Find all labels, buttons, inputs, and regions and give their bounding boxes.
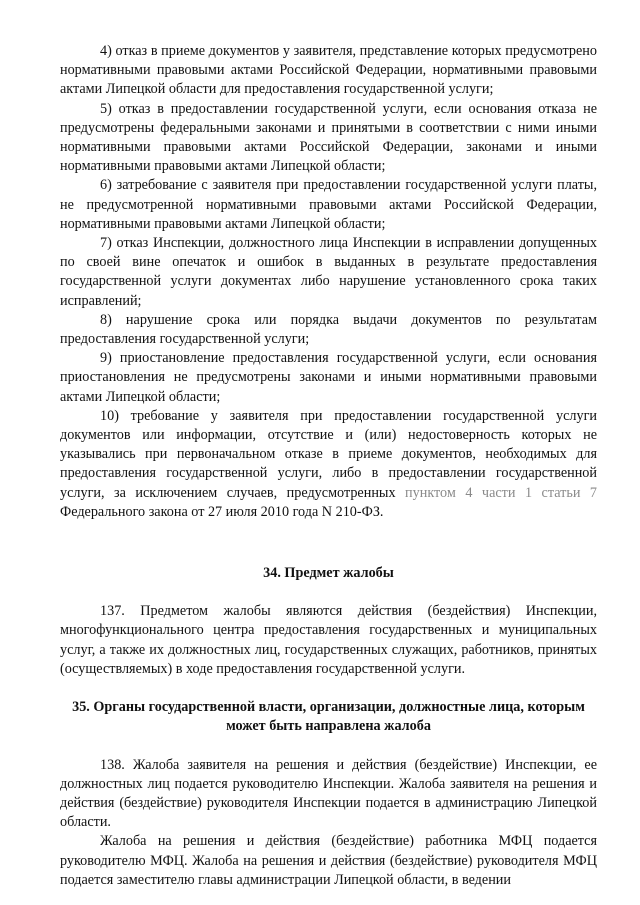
document-page bbox=[60, 42, 597, 890]
paragraph-137: 137. Предметом жалобы являются действия (бездействия) Инспекции, многофункционального центра предоставления государственных и муниципальных услуг, а также их должностных лиц, государственных служащих, работников, принятых (осуществляемых) в ходе предоставления государственной услуги. bbox=[60, 603, 597, 677]
list-item-8: 8) нарушение срока или порядка выдачи документов по результатам предоставления государственной услуги; bbox=[60, 311, 597, 348]
paragraph-138: 138. Жалоба заявителя на решения и действия (бездействие) Инспекции, ее должностных лиц подается руководителю Инспекции. Жалоба заявителя на решения и действия (бездействие) руководителя Инспекции подается в администрацию Липецкой области. bbox=[60, 756, 597, 831]
list-item-7: 7) отказ Инспекции, должностного лица Инспекции в исправлении допущенных по своей вине опечаток и ошибок в выданных в результате предоставления государственной услуги документах либо нарушение установленного срока таких исправлений; bbox=[60, 235, 597, 309]
list-item-5: 5) отказ в предоставлении государственной услуги, если основания отказа не предусмотрены федеральными законами и принятыми в соответствии с ними иными нормативными правовыми актами Российской Федерации, законами и иными нормативными правовыми актами Липецкой области; bbox=[60, 100, 597, 175]
list-item-10 bbox=[60, 407, 597, 522]
law-reference-link[interactable]: пунктом 4 части 1 статьи 7 bbox=[405, 484, 597, 501]
list-item-9: 9) приостановление предоставления государственной услуги, если основания приостановления не предусмотрены законами и иными нормативными правовыми актами Липецкой области; bbox=[60, 350, 597, 405]
section-34-heading: 34. Предмет жалобы bbox=[263, 565, 394, 582]
list-item-10-text: 10) требование у заявителя при предоставлении государственной услуги документов или информации, отсутствие и (или) недостоверность которых не указывались при первоначальном отказе в приеме документов, необходимых для предоставления государственной услуги, либо в предоставлении государственной услуги, за исключением случаев, предусмотренных bbox=[60, 407, 597, 501]
paragraph-138-continued: Жалоба на решения и действия (бездействие) работника МФЦ подается руководителю МФЦ. Жалоба на решения и действия (бездействие) руководителя МФЦ подается заместителю главы администрации Липецкой области, в ведении bbox=[60, 833, 597, 888]
list-item-10-text-end: Федерального закона от 27 июля 2010 года N 210-ФЗ. bbox=[60, 503, 384, 520]
list-item-4: 4) отказ в приеме документов у заявителя, представление которых предусмотрено нормативными правовыми актами Российской Федерации, нормативными правовыми актами Липецкой области для предоставления государственной услуги; bbox=[60, 43, 597, 98]
list-item-6: 6) затребование с заявителя при предоставлении государственной услуги платы, не предусмотренной нормативными правовыми актами Российской Федерации, нормативными правовыми актами Липецкой области; bbox=[60, 177, 597, 232]
section-35-heading: 35. Органы государственной власти, организации, должностные лица, которым может быть направлена жалоба bbox=[72, 699, 585, 735]
